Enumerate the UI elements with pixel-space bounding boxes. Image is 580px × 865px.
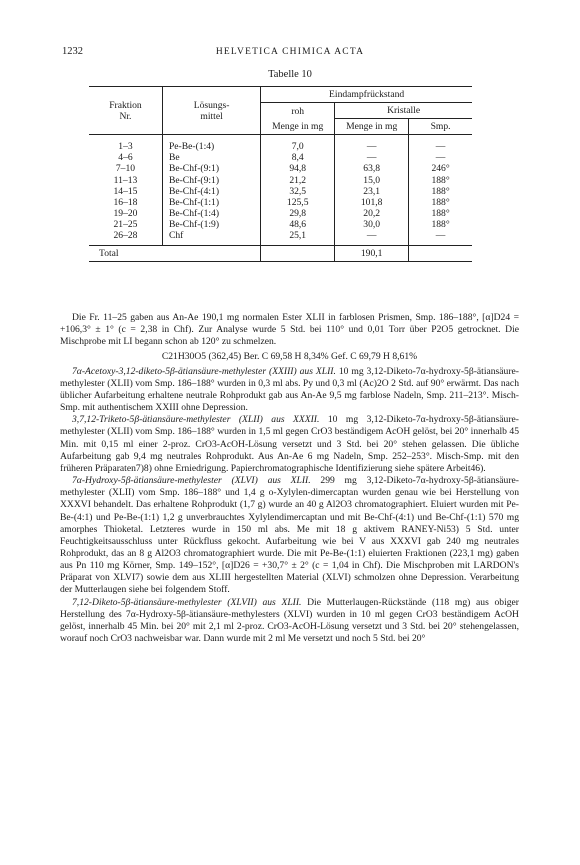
cell-kristalle: — bbox=[335, 152, 409, 163]
table-caption: Tabelle 10 bbox=[268, 69, 312, 80]
section-body: 299 mg 3,12-Diketo-7α-hydroxy-5β-ätiansäure-methylester (XLII) vom Smp. 186–188° und 1,4 g o-Xylylen-dimercaptan wurden genau wie bei Herstellung von XXXVI behandelt. Das erhaltene Rohprodukt (1,7 g) wurde an 40 g Al2O3 chromatographiert. Eluiert wurden mit Pe-Be-(4:1) und Pe-Be-(1:1) 1,2 g unverbrauchtes Xylylendimercaptan und mit Be-Chf-(4:1) und Be-Chf-(1:1) 570 mg amorphes Thioketal. Letzteres wurde in 150 ml abs. Me mit 18 g aktivem RANEY-Ni53) 5 Std. unter Feuchtigkeitsausschluss unter Rückfluss gekocht. Aufarbeitung wie bei V aus XXXVI gab 240 mg neutrales Rohprodukt, das an 8 g Al2O3 chromatographiert wurde. Die mit Pe-Be-(1:1) eluierten Fraktionen (223,1 mg) gaben aus Pn 110 mg Körner, Smp. 149–152°, [α]D26 = +30,7° ± 2° (c = 1,04 in Chf). Die Mischproben mit LARDON's Präparat von XLVI7) sowie dem aus XLIII hergestellten Material (XLVI) schmolzen ohne Depression. Verarbeitung der Mutterlaugen siehe bei folgendem Stoff. bbox=[60, 475, 519, 596]
cell-fraktion: 14–15 bbox=[113, 185, 138, 197]
cell-smp: 246° bbox=[409, 163, 472, 174]
header-fraktion: Fraktion Nr. bbox=[89, 87, 162, 135]
cell-fraktion: 19–20 bbox=[113, 207, 138, 219]
total-roh-cell bbox=[261, 246, 335, 262]
table-total-row bbox=[89, 246, 472, 262]
cell-smp: 188° bbox=[409, 186, 472, 197]
cell-loesungsmittel: Be-Chf-(9:1) bbox=[162, 175, 260, 186]
cell-fraktion: 11–13 bbox=[113, 174, 138, 186]
section-body: 10 mg 3,12-Diketo-7α-hydroxy-5β-ätiansäure-methylester (XLII) vom Smp. 186–188° wurden in 0,3 ml abs. Py und 0,3 ml (Ac)2O 2 Std. auf 90° erwärmt. Das nach üblicher Aufarbeitung erhaltene neutrale Rohprodukt gab aus An-Ae 9,5 mg farblose Nadeln, Smp. 211–213°. Misch-Smp. mit authentischem XXIII ohne Depression. bbox=[60, 365, 519, 414]
header-kristalle: Kristalle bbox=[335, 103, 472, 119]
page-number: 1232 bbox=[62, 46, 83, 57]
cell-roh: 94,8 bbox=[261, 163, 335, 174]
table-row bbox=[89, 186, 472, 197]
running-header bbox=[62, 46, 518, 60]
table-row bbox=[89, 152, 472, 163]
table-row bbox=[89, 197, 472, 208]
cell-roh: 21,2 bbox=[261, 175, 335, 186]
cell-loesungsmittel: Chf bbox=[162, 230, 260, 246]
section-body: 10 mg 3,12-Diketo-7α-hydroxy-5β-ätiansäure-methylester (XLII) vom Smp. 186–188° wurden in 1,5 ml gegen CrO3 beständigem AcOH gelöst, bei 20° innerhalb 45 Min. mit 0,15 ml einer 2-proz. CrO3-AcOH-Lösung versetzt und 3 Std. bei 20° stehen gelassen. Die übliche Aufarbeitung gab 9,4 mg neutrales Rohprodukt. Aus An-Ae 6 mg Nadeln, Smp. 252–253°. Misch-Smp. mit den früheren Präparaten7)8) ohne Erniedrigung. Papierchromatographische Identifizierung siehe spätere Arbeit46). bbox=[60, 414, 519, 474]
elemental-analysis: C21H30O5 (362,45) Ber. C 69,58 H 8,34% Gef. C 69,79 H 8,61% bbox=[161, 351, 418, 363]
cell-smp: — bbox=[409, 135, 472, 153]
cell-fraktion: 21–25 bbox=[113, 218, 138, 230]
cell-loesungsmittel: Pe-Be-(1:4) bbox=[162, 135, 260, 153]
fraction-table bbox=[89, 86, 472, 262]
header-smp: Smp. bbox=[409, 119, 472, 135]
paragraph-ester-xlii: Die Fr. 11–25 gaben aus An-Ae 190,1 mg normalen Ester XLII in farblosen Prismen, Smp. 186–188°, [α]D24 = +106,3° ± 1° (c = 2,38 in Chf). Zur Analyse wurde 5 Std. bei 110° und 0,01 Torr über P2O5 getrocknet. Die Mischprobe mit LI begann schon ab 120° zu schmelzen. bbox=[60, 312, 519, 348]
cell-fraktion: 1–3 bbox=[118, 141, 133, 153]
section-title: 7,12-Diketo-5β-ätiansäure-methylester (XLVII) aus XLII. bbox=[72, 596, 302, 608]
cell-smp: 188° bbox=[409, 175, 472, 186]
cell-smp: — bbox=[409, 230, 472, 246]
section-title: 7α-Hydroxy-5β-ätiansäure-methylester (XLVI) aus XLII. bbox=[72, 475, 311, 487]
table-row bbox=[89, 135, 472, 153]
journal-title: HELVETICA CHIMICA ACTA bbox=[215, 47, 365, 57]
cell-smp: 188° bbox=[409, 208, 472, 219]
total-kristalle: 190,1 bbox=[335, 246, 409, 262]
header-eindampfrueckstand: Eindampfrückstand bbox=[261, 87, 472, 103]
cell-roh: 7,0 bbox=[261, 135, 335, 153]
cell-kristalle: 63,8 bbox=[335, 163, 409, 174]
section-title: 7α-Acetoxy-3,12-diketo-5β-ätiansäure-methylester (XXIII) aus XLII. bbox=[72, 365, 336, 377]
cell-loesungsmittel: Be-Chf-(1:9) bbox=[162, 219, 260, 230]
cell-kristalle: — bbox=[335, 135, 409, 153]
table-row bbox=[89, 163, 472, 174]
cell-roh: 25,1 bbox=[261, 230, 335, 246]
total-smp-cell bbox=[409, 246, 472, 262]
cell-roh: 48,6 bbox=[261, 219, 335, 230]
table-row bbox=[89, 219, 472, 230]
cell-loesungsmittel: Be-Chf-(1:4) bbox=[162, 208, 260, 219]
cell-loesungsmittel: Be-Chf-(9:1) bbox=[162, 163, 260, 174]
cell-fraktion: 4–6 bbox=[118, 152, 133, 164]
cell-loesungsmittel: Be-Chf-(4:1) bbox=[162, 186, 260, 197]
header-loesungsmittel: Lösungs- mittel bbox=[162, 87, 260, 135]
cell-fraktion: 7–10 bbox=[115, 163, 136, 175]
cell-smp: 188° bbox=[409, 197, 472, 208]
header-roh: roh bbox=[261, 103, 335, 119]
cell-kristalle: 20,2 bbox=[335, 208, 409, 219]
total-label: Total bbox=[89, 246, 261, 262]
cell-fraktion: 16–18 bbox=[113, 196, 138, 208]
cell-kristalle: 15,0 bbox=[335, 175, 409, 186]
table-row bbox=[89, 230, 472, 246]
header-menge-kristalle: Menge in mg bbox=[335, 119, 409, 135]
cell-kristalle: — bbox=[335, 230, 409, 246]
section-body: Die Mutterlaugen-Rückstände (118 mg) aus obiger Herstellung des 7α-Hydroxy-5β-ätiansäure-methylesters (XLVI) wurden in 10 ml gegen CrO3 beständigem AcOH gelöst, innerhalb 45 Min. bei 20° mit 2,1 ml 2-proz. CrO3-AcOH-Lösung versetzt und 3 Std. bei 20° stehengelassen, worauf noch CrO3 nachweisbar war. Dann wurde mit 2 ml Me versetzt und noch 5 Std. bei 20° bbox=[60, 596, 519, 645]
cell-loesungsmittel: Be bbox=[162, 152, 260, 163]
cell-roh: 125,5 bbox=[261, 197, 335, 208]
cell-smp: — bbox=[409, 152, 472, 163]
cell-loesungsmittel: Be-Chf-(1:1) bbox=[162, 197, 260, 208]
paragraph-triketo bbox=[60, 414, 519, 475]
cell-fraktion: 26–28 bbox=[113, 230, 138, 242]
paragraph-xlvii bbox=[60, 597, 519, 646]
header-menge-roh: Menge in mg bbox=[261, 119, 335, 135]
cell-roh: 8,4 bbox=[261, 152, 335, 163]
body-text bbox=[60, 312, 519, 645]
table-row bbox=[89, 208, 472, 219]
cell-roh: 32,5 bbox=[261, 186, 335, 197]
paragraph-xxiii bbox=[60, 366, 519, 415]
section-title: 3,7,12-Triketo-5β-ätiansäure-methylester (XLII) aus XXXII. bbox=[72, 414, 320, 426]
cell-kristalle: 30,0 bbox=[335, 219, 409, 230]
cell-smp: 188° bbox=[409, 219, 472, 230]
cell-kristalle: 101,8 bbox=[335, 197, 409, 208]
paragraph-xlvi bbox=[60, 475, 519, 597]
table-row bbox=[89, 175, 472, 186]
cell-roh: 29,8 bbox=[261, 208, 335, 219]
cell-kristalle: 23,1 bbox=[335, 186, 409, 197]
